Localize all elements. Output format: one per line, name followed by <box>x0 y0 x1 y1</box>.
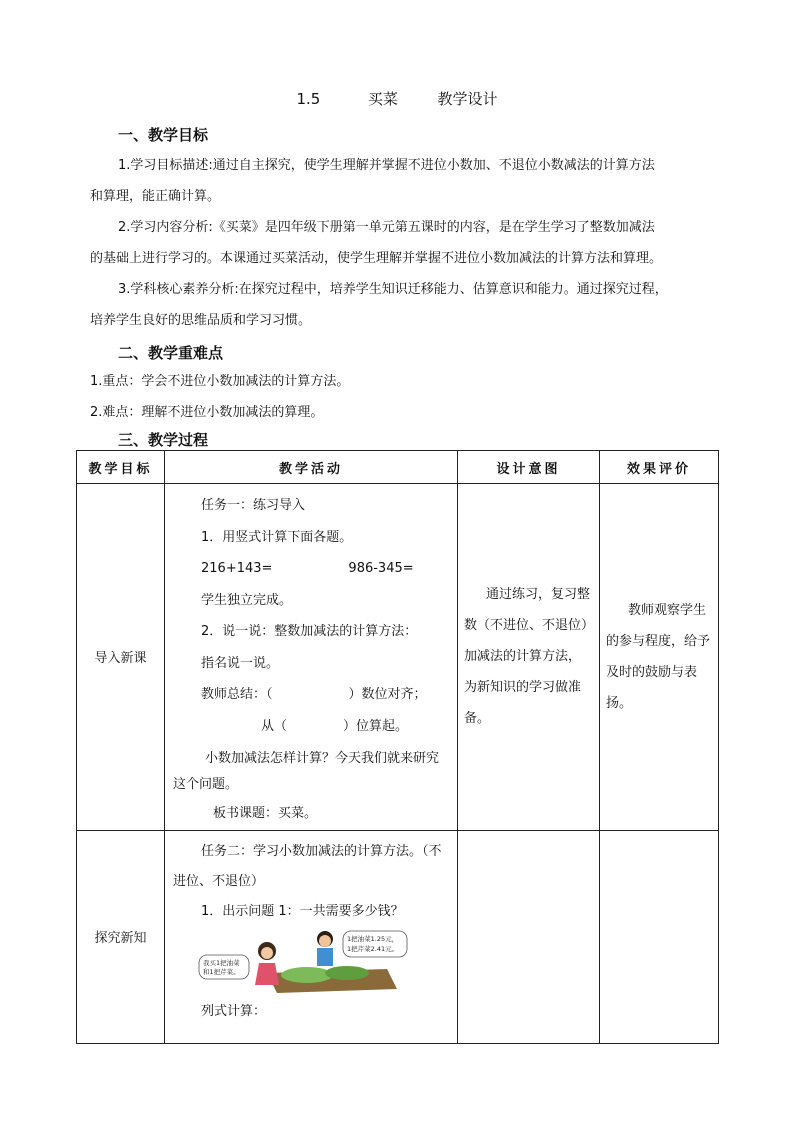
header-activity: 教学活动 <box>165 451 458 484</box>
header-intent: 设计意图 <box>458 451 600 484</box>
text-line: 的基础上进行学习的。本课通过买菜活动，使学生理解并掌握不进位小数加减法的计算方法和算理。 <box>90 251 663 266</box>
summary-text: 教师总结：（ <box>201 687 273 702</box>
lesson-name: 买菜 <box>367 90 398 108</box>
row-activity <box>165 484 458 831</box>
header-goal: 教学目标 <box>77 451 165 484</box>
header-evaluation: 效果评价 <box>600 451 719 484</box>
row-intent <box>458 830 600 1044</box>
summary-text: ）数位对齐； <box>348 687 427 702</box>
bubble-text: 1把芹菜2.41元。 <box>347 944 399 953</box>
expression: 986-345= <box>348 561 414 576</box>
task-title: 任务一：练习导入 <box>201 498 306 513</box>
summary-line-2 <box>173 711 449 743</box>
key-point: 1.重点：学会不进位小数加减法的计算方法。 <box>90 374 350 389</box>
row-goal: 导入新课 <box>77 484 165 831</box>
section-heading-goals: 一、教学目标 <box>118 126 209 144</box>
activity-line: 指名说一说。 <box>201 655 280 671</box>
girl-face <box>261 947 273 959</box>
goal-paragraph-2 <box>90 212 710 274</box>
activity-line: 2．说一说：整数加减法的计算方法： <box>201 624 418 639</box>
text-line: 和算理，能正确计算。 <box>90 189 221 204</box>
expressions <box>173 553 449 585</box>
task-title: 任务二：学习小数加减法的计算方法。（不进位、不退位） <box>173 843 442 889</box>
table-row <box>77 484 719 831</box>
bubble-text: 我买1把油菜 <box>203 958 240 967</box>
row-evaluation <box>600 830 719 1044</box>
bubble-text: 1把油菜1.25元， <box>347 934 399 943</box>
evaluation-text: 教师观察学生的参与程度，给予及时的鼓励与表扬。 <box>606 602 711 711</box>
activity-line: 1．出示问题 1：一共需要多少钱？ <box>201 903 404 919</box>
doc-kind: 教学设计 <box>437 90 498 108</box>
shopping-illustration <box>197 929 449 997</box>
bubble-text: 和1把芹菜。 <box>203 967 240 976</box>
goal-paragraph-3 <box>90 274 710 336</box>
goal-paragraph-1 <box>90 150 710 212</box>
summary-text: ）位算起。 <box>343 718 409 734</box>
board-title: 板书课题：买菜。 <box>213 806 318 821</box>
section-heading-keypoints: 二、教学重难点 <box>118 344 224 362</box>
table-row <box>77 830 719 1044</box>
intent-text: 通过练习，复习整数（不进位、不退位）加减法的计算方法，为新知识的学习做准备。 <box>464 587 591 727</box>
girl-dress <box>255 963 279 985</box>
activity-line: 列式计算： <box>201 1003 267 1019</box>
boy-shirt <box>317 948 333 966</box>
page-title <box>0 88 794 109</box>
section-heading-process: 三、教学过程 <box>118 431 209 449</box>
summary-line-1 <box>173 679 449 711</box>
row-intent <box>458 484 600 831</box>
activity-question: 小数加减法怎样计算？今天我们就来研究这个问题。 <box>173 751 440 792</box>
summary-text: 从（ <box>261 718 288 734</box>
text-line: 1.学习目标描述:通过自主探究，使学生理解并掌握不进位小数加、不退位小数减法的计算方法 <box>118 158 655 173</box>
boy-face <box>319 935 331 947</box>
keypoints <box>90 366 710 428</box>
text-line: 3.学科核心素养分析:在探究过程中，培养学生知识迁移能力、估算意识和能力。通过探究过程， <box>118 282 668 297</box>
row-activity <box>165 830 458 1044</box>
text-line: 2.学习内容分析:《买菜》是四年级下册第一单元第五课时的内容，是在学生学习了整数加减法 <box>118 220 655 235</box>
text-line: 培养学生良好的思维品质和学习习惯。 <box>90 313 312 328</box>
greens-shape <box>281 967 333 983</box>
greens-shape <box>325 966 369 980</box>
lesson-number: 1.5 <box>296 90 321 108</box>
activity-line: 学生独立完成。 <box>201 592 293 608</box>
row-goal: 探究新知 <box>77 830 165 1044</box>
activity-line: 1．用竖式计算下面各题。 <box>201 529 353 545</box>
table-header-row <box>77 451 719 484</box>
shopping-scene-image <box>197 929 437 997</box>
expression: 216+143= <box>201 561 273 576</box>
lesson-table <box>76 450 719 1044</box>
difficult-point: 2.难点：理解不进位小数加减法的算理。 <box>90 405 324 420</box>
row-evaluation <box>600 484 719 831</box>
